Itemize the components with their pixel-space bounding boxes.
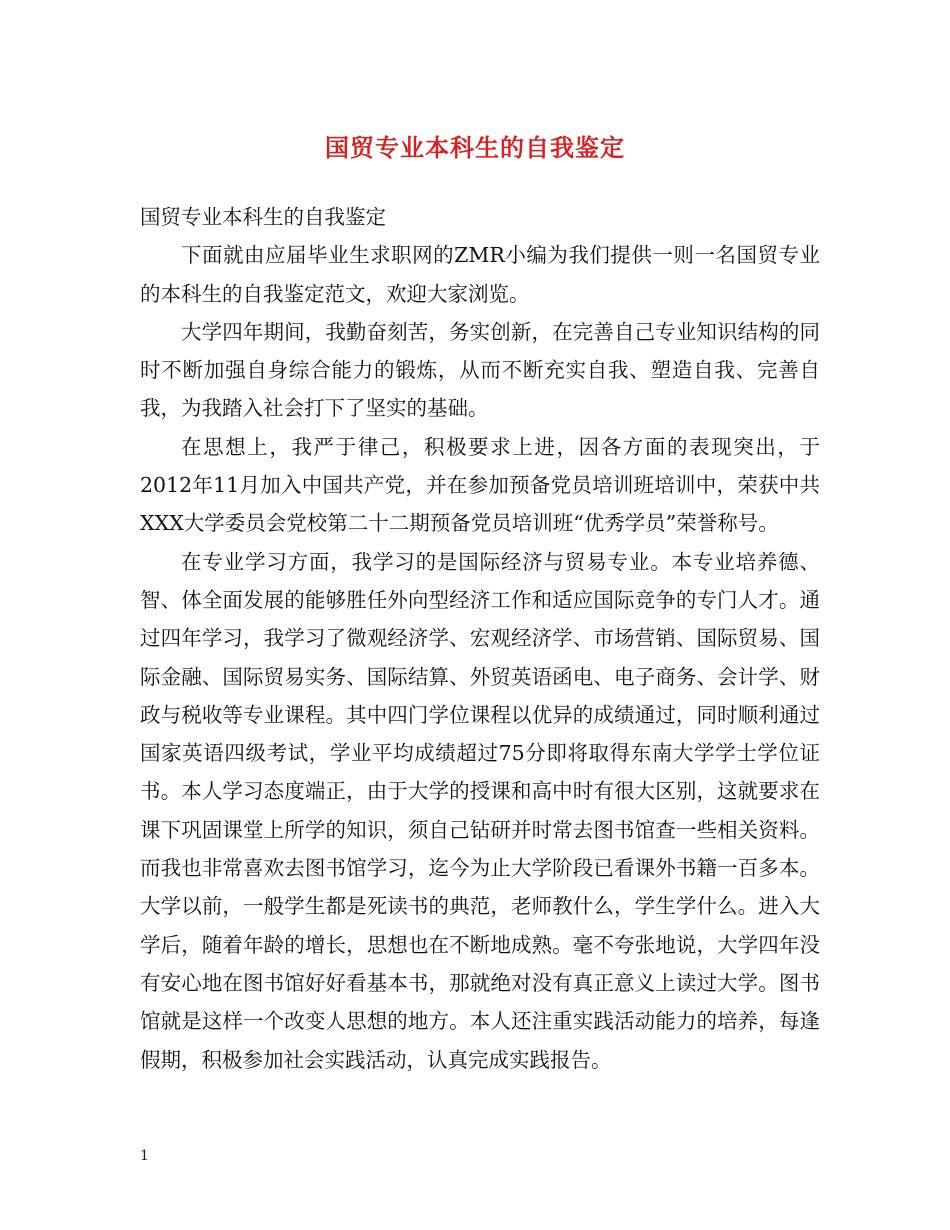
- document-body: [140, 198, 820, 1079]
- page-title: 国贸专业本科生的自我鉴定: [325, 133, 625, 162]
- paragraph-study: 在专业学习方面，我学习的是国际经济与贸易专业。本专业培养德、智、体全面发展的能够胜任外向型经济工作和适应国际竞争的专门人才。通过四年学习，我学习了微观经济学、宏观经济学、市场营销、国际贸易、国际金融、国际贸易实务、国际结算、外贸英语函电、电子商务、会计学、财政与税收等专业课程。其中四门学位课程以优异的成绩通过，同时顺利通过国家英语四级考试，学业平均成绩超过75分即将取得东南大学学士学位证书。本人学习态度端正，由于大学的授课和高中时有很大区别，这就要求在课下巩固课堂上所学的知识，须自己钻研并时常去图书馆查一些相关资料。而我也非常喜欢去图书馆学习，迄今为止大学阶段已看课外书籍一百多本。大学以前，一般学生都是死读书的典范，老师教什么，学生学什么。进入大学后，随着年龄的增长，思想也在不断地成熟。毫不夸张地说，大学四年没有安心地在图书馆好好看基本书，那就绝对没有真正意义上读过大学。图书馆就是这样一个改变人思想的地方。本人还注重实践活动能力的培养，每逢假期，积极参加社会实践活动，认真完成实践报告。: [140, 549, 820, 1072]
- document-subtitle: 国贸专业本科生的自我鉴定: [140, 205, 386, 229]
- paragraph-intro: 下面就由应届毕业生求职网的ZMR小编为我们提供一则一名国贸专业的本科生的自我鉴定范文，欢迎大家浏览。: [140, 243, 820, 306]
- paragraph-overview: 大学四年期间，我勤奋刻苦，务实创新，在完善自己专业知识结构的同时不断加强自身综合能力的锻炼，从而不断充实自我、塑造自我、完善自我，为我踏入社会打下了坚实的基础。: [140, 319, 820, 421]
- page-number: 1: [140, 1148, 149, 1164]
- paragraph-ideology: 在思想上，我严于律己，积极要求上进，因各方面的表现突出，于2012年11月加入中国共产党，并在参加预备党员培训班培训中，荣获中共XXX大学委员会党校第二十二期预备党员培训班“优秀学员”荣誉称号。: [140, 434, 820, 536]
